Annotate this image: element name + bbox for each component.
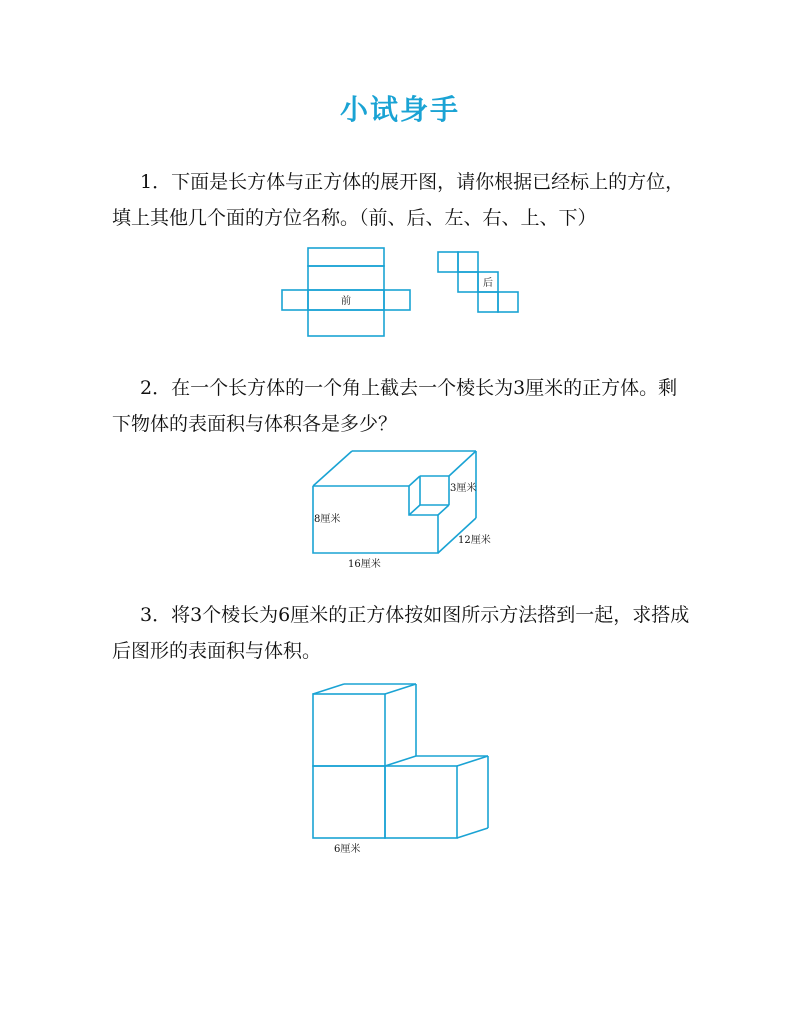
net1-front-label: 前: [341, 296, 351, 307]
cube-net: [438, 252, 518, 312]
question-text-line2: 下物体的表面积与体积各是多少？: [112, 413, 398, 435]
cube-top: [313, 694, 385, 766]
edge-label: 6厘米: [334, 844, 361, 855]
net-face: [308, 310, 384, 336]
cuboid-net: [282, 248, 410, 336]
question-number: 3．: [140, 604, 172, 626]
height-label: 8厘米: [314, 514, 341, 525]
net-face: [384, 290, 410, 310]
depth-label: 12厘米: [458, 535, 491, 546]
cube-bottom-right: [385, 766, 457, 838]
question-text-line1: 下面是长方体与正方体的展开图，请你根据已经标上的方位，: [171, 171, 685, 193]
question-number: 2．: [140, 377, 172, 399]
net-face: [458, 252, 478, 272]
question-2: [112, 370, 712, 442]
net-face: [308, 248, 384, 266]
net-face: [282, 290, 308, 310]
question-text-line2: 填上其他几个面的方位名称。（前、后、左、右、上、下）: [112, 207, 597, 229]
question-number: 1．: [140, 171, 172, 193]
length-label: 16厘米: [348, 559, 381, 570]
three-cubes-figure: [313, 684, 488, 855]
question-text-line2: 后图形的表面积与体积。: [112, 640, 322, 662]
net-face: [438, 252, 458, 272]
net-face: [478, 292, 498, 312]
cuboid-with-cut-corner: [313, 451, 491, 570]
net-face: [498, 292, 518, 312]
question-3: [112, 597, 712, 669]
cube-bottom-left: [313, 766, 385, 838]
net-face: [458, 272, 478, 292]
question-text-line1: 将3个棱长为6厘米的正方体按如图所示方法搭到一起，求搭成: [171, 604, 690, 626]
page-title: 小试身手: [339, 93, 460, 126]
net2-back-label: 后: [483, 278, 493, 289]
cut-edge-label: 3厘米: [450, 483, 477, 494]
net-face: [308, 266, 384, 290]
question-text-line1: 在一个长方体的一个角上截去一个棱长为3厘米的正方体。剩: [171, 377, 678, 399]
